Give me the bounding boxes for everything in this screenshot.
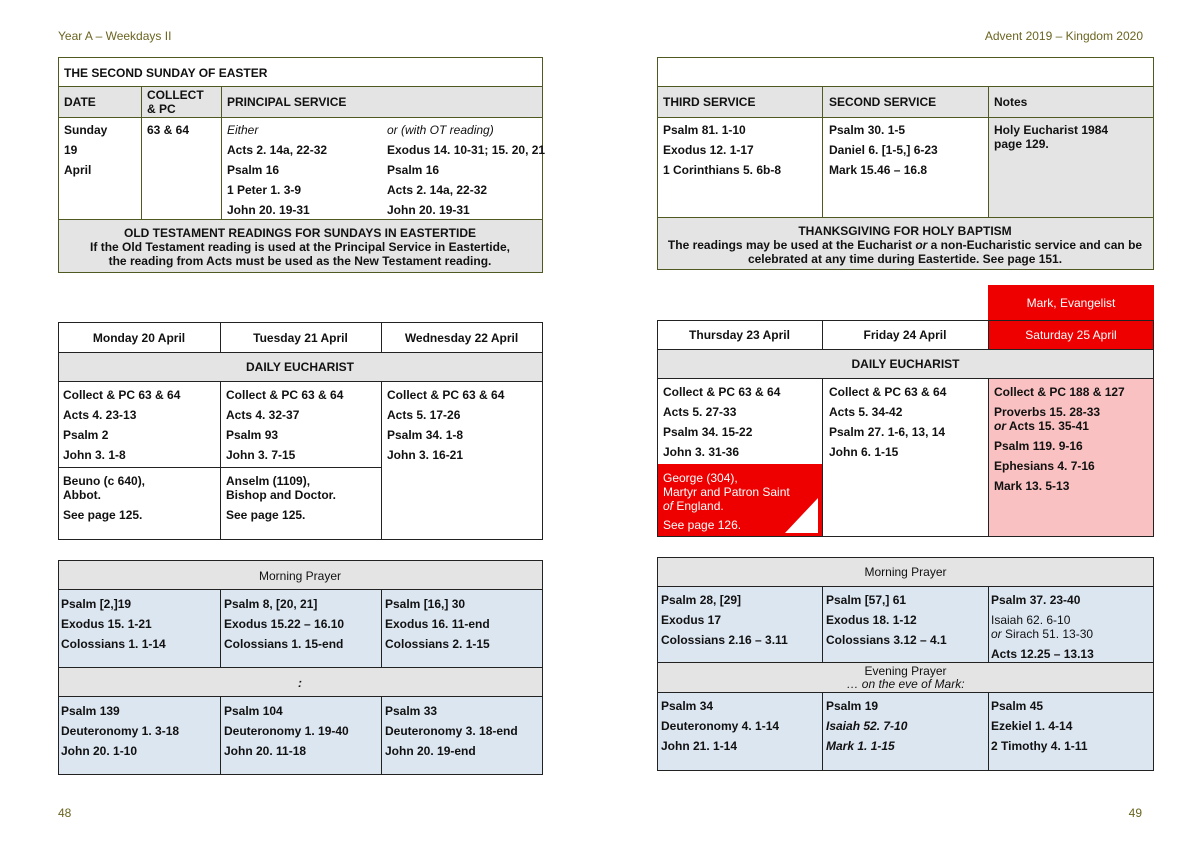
notes-header: Notes xyxy=(994,95,1028,109)
reading: Exodus 16. 11-end xyxy=(385,617,490,631)
reading: Exodus 18. 1-12 xyxy=(826,613,917,627)
reading: John 3. 31-36 xyxy=(663,445,740,459)
reading: Acts 5. 27-33 xyxy=(663,405,737,419)
reading: Psalm 34. 1-8 xyxy=(387,428,464,442)
reading: John 20. 11-18 xyxy=(224,744,307,758)
feast-mark: Mark, Evangelist xyxy=(1026,296,1116,310)
reading: Daniel 6. [1-5,] 6-23 xyxy=(829,143,938,157)
date-number: 19 xyxy=(64,143,78,157)
sunday-collect: 63 & 64 xyxy=(147,123,190,137)
reading: Psalm [57,] 61 xyxy=(826,593,907,607)
reading: John 20. 19-end xyxy=(385,744,476,758)
eucharist-thursday xyxy=(663,385,780,459)
daily-eucharist-label-right: DAILY EUCHARIST xyxy=(851,357,960,371)
collect-header-pc: & PC xyxy=(147,102,176,116)
evening-thursday xyxy=(661,699,779,753)
page-number-right: 49 xyxy=(1128,806,1142,820)
principal-service-header: PRINCIPAL SERVICE xyxy=(227,95,347,109)
reading: 2 Timothy 4. 1-11 xyxy=(991,739,1088,753)
see-page: See page 125. xyxy=(226,508,306,522)
reading: Acts 12.25 – 13.13 xyxy=(991,647,1094,661)
evening-saturday xyxy=(991,699,1088,753)
reading: 1 Corinthians 5. 6b-8 xyxy=(663,163,782,177)
collect: Collect & PC 63 & 64 xyxy=(63,388,181,402)
reading: John 6. 1-15 xyxy=(829,445,899,459)
reading: Deuteronomy 1. 3-18 xyxy=(61,724,180,738)
day-friday: Friday 24 April xyxy=(863,328,947,342)
reading: Psalm 37. 23-40 xyxy=(991,593,1081,607)
collect-header: COLLECT xyxy=(147,88,204,102)
eucharist-wednesday xyxy=(387,388,504,462)
reading: Psalm 34 xyxy=(661,699,714,713)
reading: Mark 1. 1-15 xyxy=(826,739,895,753)
sunday-title: THE SECOND SUNDAY OF EASTER xyxy=(64,66,268,80)
reading: Deuteronomy 4. 1-14 xyxy=(661,719,780,733)
daily-eucharist-label: DAILY EUCHARIST xyxy=(245,360,355,374)
principal-readings-b xyxy=(387,123,545,217)
reading: Exodus 12. 1-17 xyxy=(663,143,754,157)
reading: Psalm [16,] 30 xyxy=(385,597,466,611)
see-page: See page 125. xyxy=(63,508,143,522)
morning-tuesday xyxy=(224,597,344,651)
reading: John 3. 7-15 xyxy=(226,448,296,462)
baptism-note-line: The readings may be used at the Eucharist or a non-Eucharistic service and can be xyxy=(667,238,1143,252)
evening-tuesday xyxy=(224,704,349,758)
evening-prayer-label: : xyxy=(298,676,302,690)
morning-wednesday xyxy=(385,597,490,651)
second-service-header: SECOND SERVICE xyxy=(829,95,937,109)
collect: Collect & PC 63 & 64 xyxy=(663,385,781,399)
reading: John 20. 19-31 xyxy=(387,203,470,217)
reading: John 3. 16-21 xyxy=(387,448,464,462)
reading: Psalm 119. 9-16 xyxy=(994,439,1083,453)
third-service-readings xyxy=(663,123,781,177)
evening-friday xyxy=(826,699,907,753)
reading: Exodus 15.22 – 16.10 xyxy=(224,617,345,631)
ot-note-title: OLD TESTAMENT READINGS FOR SUNDAYS IN EASTERTIDE xyxy=(123,226,477,240)
reading: Psalm 81. 1-10 xyxy=(663,123,746,137)
reading: Psalm 27. 1-6, 13, 14 xyxy=(829,425,946,439)
morning-thursday xyxy=(661,593,788,647)
notes-text xyxy=(994,123,1108,151)
reading: Ezekiel 1. 4-14 xyxy=(991,719,1073,733)
reading: Psalm 28, [29] xyxy=(661,593,742,607)
reading: John 20. 19-31 xyxy=(227,203,310,217)
eucharist-friday xyxy=(829,385,946,459)
reading: Isaiah 52. 7-10 xyxy=(826,719,908,733)
morning-monday xyxy=(61,597,166,651)
reading: John 21. 1-14 xyxy=(661,739,738,753)
note-line: Holy Eucharist 1984 xyxy=(994,123,1109,137)
third-service-header: THIRD SERVICE xyxy=(663,95,756,109)
commemoration-title: Bishop and Doctor. xyxy=(226,488,337,502)
evening-prayer-label-right xyxy=(657,664,1154,690)
baptism-note xyxy=(657,224,1153,266)
reading: Psalm 93 xyxy=(226,428,279,442)
day-monday: Monday 20 April xyxy=(92,331,186,345)
reading: Psalm 45 xyxy=(991,699,1044,713)
reading: Exodus 14. 10-31; 15. 20, 21 xyxy=(387,143,546,157)
reading: Deuteronomy 3. 18-end xyxy=(385,724,518,738)
reading: Psalm [2,]19 xyxy=(61,597,132,611)
reading: Acts 2. 14a, 22-32 xyxy=(387,183,488,197)
commemoration-anselm xyxy=(226,474,336,522)
reading: Psalm 8, [20, 21] xyxy=(224,597,318,611)
reading: Psalm 104 xyxy=(224,704,283,718)
morning-saturday xyxy=(991,593,1094,661)
either-label: Either xyxy=(227,123,259,137)
reading: Exodus 17 xyxy=(661,613,722,627)
reading: Psalm 2 xyxy=(63,428,109,442)
reading: Colossians 1. 1-14 xyxy=(61,637,166,651)
running-header-left: Year A – Weekdays II xyxy=(58,29,172,43)
reading: Mark 15.46 – 16.8 xyxy=(829,163,928,177)
day-thursday: Thursday 23 April xyxy=(689,328,790,342)
baptism-note-line: celebrated at any time during Eastertide. See page 151. xyxy=(747,252,1063,266)
reading: Proverbs 15. 28-33 xyxy=(994,405,1101,419)
reading: Deuteronomy 1. 19-40 xyxy=(224,724,349,738)
morning-prayer-label: Morning Prayer xyxy=(258,569,342,583)
reading: John 3. 1-8 xyxy=(63,448,126,462)
commemoration-name: Anselm (1109), xyxy=(226,474,311,488)
evening-monday xyxy=(61,704,179,758)
ot-note-line: If the Old Testament reading is used at the Principal Service in Eastertide, xyxy=(90,240,510,254)
reading: 1 Peter 1. 3-9 xyxy=(227,183,302,197)
eucharist-monday xyxy=(63,388,180,462)
collect: Collect & PC 63 & 64 xyxy=(226,388,344,402)
collect: Collect & PC 188 & 127 xyxy=(994,385,1125,399)
reading: Mark 13. 5-13 xyxy=(994,479,1070,493)
reading: Acts 2. 14a, 22-32 xyxy=(227,143,328,157)
day-saturday: Saturday 25 April xyxy=(1025,328,1117,342)
reading: Psalm 30. 1-5 xyxy=(829,123,906,137)
alt-reading: or Sirach 51. 13-30 xyxy=(991,627,1094,641)
reading: Psalm 34. 15-22 xyxy=(663,425,753,439)
reading: Colossians 2.16 – 3.11 xyxy=(661,633,788,647)
reading: Acts 4. 32-37 xyxy=(226,408,300,422)
reading: Colossians 3.12 – 4.1 xyxy=(826,633,947,647)
reading: Psalm 19 xyxy=(826,699,879,713)
commemoration-george xyxy=(663,471,790,532)
commemoration-title: Martyr and Patron Saint xyxy=(663,485,790,499)
reading: Exodus 15. 1-21 xyxy=(61,617,152,631)
reading: Colossians 2. 1-15 xyxy=(385,637,490,651)
or-ot-label: or (with OT reading) xyxy=(387,123,494,137)
see-page: See page 126. xyxy=(663,518,742,532)
running-header-right: Advent 2019 – Kingdom 2020 xyxy=(984,29,1143,43)
principal-readings-a xyxy=(227,123,327,217)
day-tuesday: Tuesday 21 April xyxy=(253,331,348,345)
alt-reading: or Acts 15. 35-41 xyxy=(994,419,1089,433)
reading: Psalm 33 xyxy=(385,704,438,718)
collect: Collect & PC 63 & 64 xyxy=(387,388,505,402)
commemoration-name: Beuno (c 640), xyxy=(63,474,146,488)
reading: Acts 5. 17-26 xyxy=(387,408,461,422)
evening-wednesday xyxy=(385,704,518,758)
day-wednesday: Wednesday 22 April xyxy=(404,331,519,345)
commemoration-name: George (304), xyxy=(663,471,738,485)
date-header: DATE xyxy=(64,95,96,109)
date-month: April xyxy=(64,163,92,177)
reading: Acts 4. 23-13 xyxy=(63,408,137,422)
ot-note-line: the reading from Acts must be used as the New Testament reading. xyxy=(108,254,492,268)
second-service-readings xyxy=(829,123,938,177)
morning-prayer-label-right: Morning Prayer xyxy=(864,565,947,579)
evening-prayer-subtitle: … on the eve of Mark: xyxy=(846,677,965,691)
reading: Isaiah 62. 6-10 xyxy=(991,613,1071,627)
reading: Colossians 1. 15-end xyxy=(224,637,344,651)
collect: Collect & PC 63 & 64 xyxy=(829,385,947,399)
ot-note xyxy=(58,226,542,268)
page-number-left: 48 xyxy=(58,806,72,820)
note-line: page 129. xyxy=(994,137,1049,151)
commemoration-beuno xyxy=(63,474,145,522)
evening-prayer-title: Evening Prayer xyxy=(864,664,947,678)
eucharist-tuesday xyxy=(226,388,343,462)
eucharist-saturday xyxy=(994,385,1125,493)
commemoration-title: of England. xyxy=(663,499,724,513)
reading: Acts 5. 34-42 xyxy=(829,405,903,419)
reading: John 20. 1-10 xyxy=(61,744,138,758)
morning-friday xyxy=(826,593,947,647)
reading: Psalm 16 xyxy=(227,163,280,177)
commemoration-title: Abbot. xyxy=(63,488,101,502)
baptism-note-title: THANKSGIVING FOR HOLY BAPTISM xyxy=(798,224,1012,238)
reading: Psalm 16 xyxy=(387,163,440,177)
sunday-date xyxy=(64,123,107,177)
reading: Psalm 139 xyxy=(61,704,120,718)
reading: Ephesians 4. 7-16 xyxy=(994,459,1095,473)
date-day: Sunday xyxy=(64,123,108,137)
